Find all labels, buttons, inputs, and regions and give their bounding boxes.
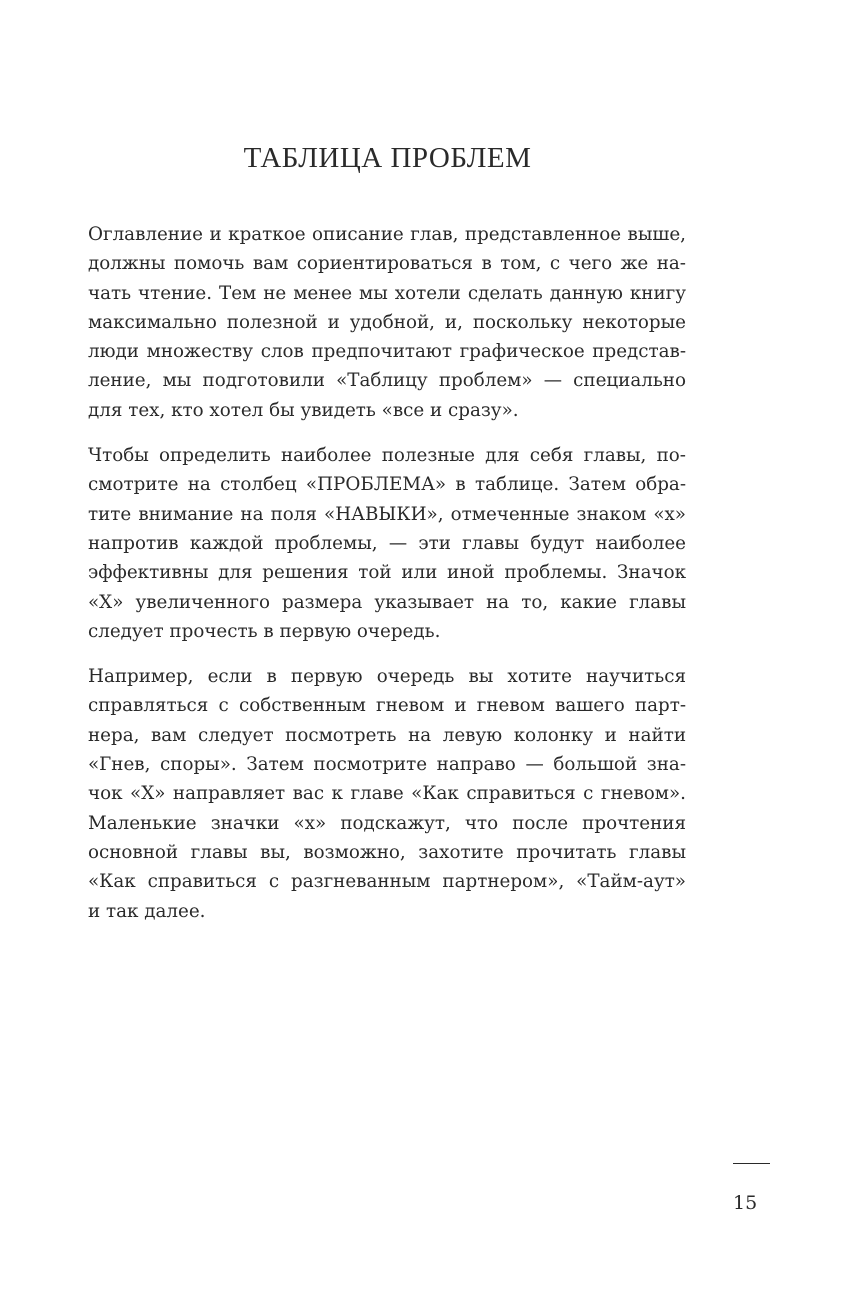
body-text (88, 220, 686, 942)
text-line: «Как справиться с разгневанным партнером», «Тайм-аут» (88, 871, 686, 893)
text-line: смотрите на столбец «ПРОБЛЕМА» в таблице. Затем обра- (88, 474, 686, 496)
text-line: «Гнев, споры». Затем посмотрите направо — большой зна- (88, 754, 686, 776)
page-number-rule (733, 1163, 770, 1164)
text-line: тите внимание на поля «НАВЫКИ», отмеченные знаком «х» (88, 503, 686, 525)
text-line: нера, вам следует посмотреть на левую колонку и найти (88, 724, 686, 746)
text-line: ление, мы подготовили «Таблицу проблем» — специально (88, 370, 686, 392)
text-line: Например, если в первую очередь вы хотите научиться (88, 666, 686, 688)
text-line: эффективны для решения той или иной проблемы. Значок (88, 562, 686, 584)
page-title: ТАБЛИЦА ПРОБЛЕМ (243, 142, 532, 174)
text-line: «Х» увеличенного размера указывает на то, какие главы (88, 591, 686, 613)
text-line: максимально полезной и удобной, и, поскольку некоторые (88, 311, 686, 333)
text-line: чать чтение. Тем не менее мы хотели сделать данную книгу (88, 282, 686, 304)
page-number: 15 (733, 1192, 758, 1214)
paragraph-example (88, 662, 686, 926)
text-line: чок «Х» направляет вас к главе «Как справиться с гневом». (88, 783, 686, 805)
paragraph-how-to-use (88, 441, 686, 646)
text-line: Маленькие значки «х» подскажут, что после прочтения (88, 812, 686, 834)
text-line: для тех, кто хотел бы увидеть «все и сразу». (88, 399, 519, 421)
paragraph-intro (88, 220, 686, 425)
text-line: и так далее. (88, 900, 206, 922)
text-line: люди множеству слов предпочитают графическое представ- (88, 341, 686, 363)
text-line: должны помочь вам сориентироваться в том, с чего же на- (88, 253, 686, 275)
text-line: Оглавление и краткое описание глав, представленное выше, (88, 224, 686, 245)
text-line: основной главы вы, возможно, захотите прочитать главы (88, 841, 686, 863)
text-line: справляться с собственным гневом и гневом вашего парт- (88, 695, 686, 717)
text-line: напротив каждой проблемы, — эти главы будут наиболее (88, 532, 686, 554)
text-line: следует прочесть в первую очередь. (88, 620, 441, 642)
text-line: Чтобы определить наиболее полезные для себя главы, по- (88, 445, 686, 467)
